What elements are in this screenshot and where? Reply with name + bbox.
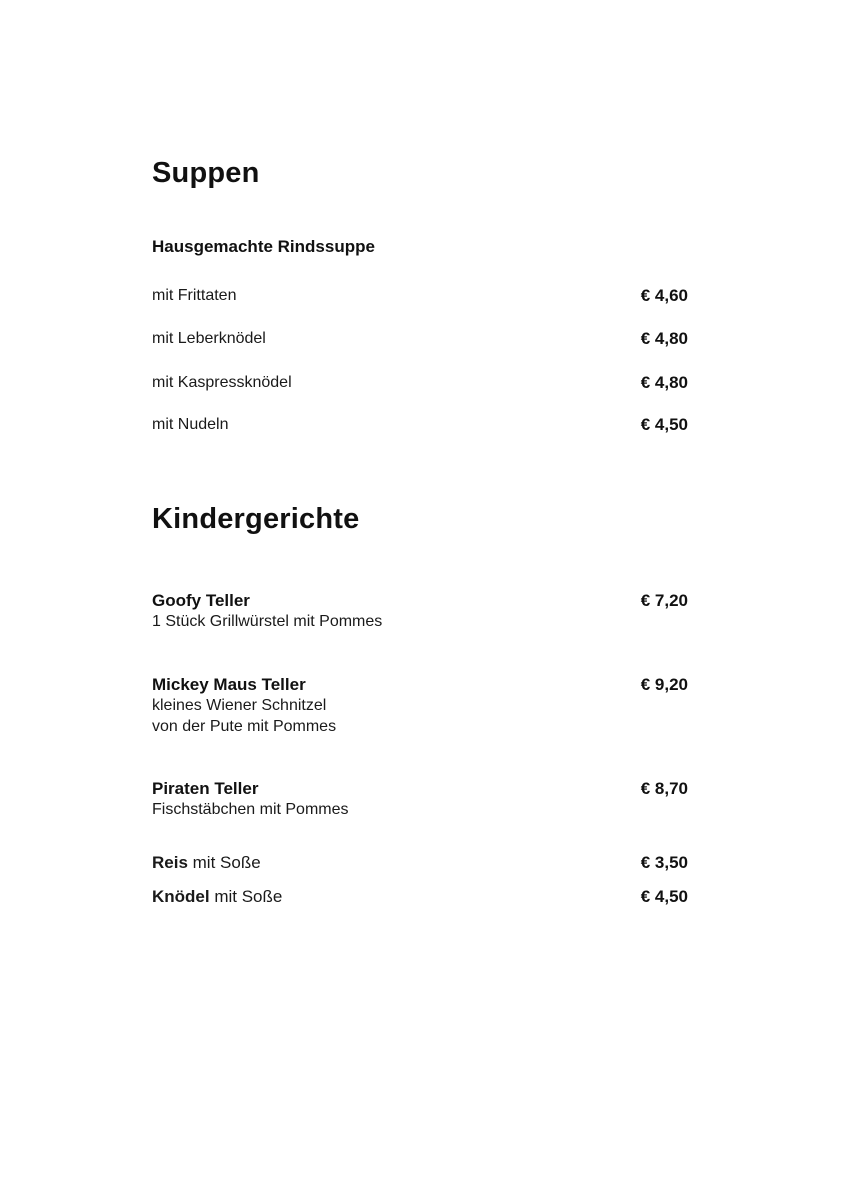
kids-item-price: € 9,20 [640,675,688,694]
soup-item-label: mit Frittaten [152,287,237,304]
side-item [152,887,282,907]
kids-item-price: € 8,70 [640,779,688,798]
side-item-price: € 4,50 [640,887,688,906]
side-item-rest: mit Soße [187,853,261,872]
kids-item-desc: kleines Wiener Schnitzel [152,697,327,714]
side-item [152,853,261,873]
soup-item-price: € 4,80 [640,373,688,392]
subtitle-rindssuppe: Hausgemachte Rindssuppe [152,237,375,256]
side-item-name: Reis [152,853,188,872]
side-item-name: Knödel [152,887,210,906]
kids-item-name: Piraten Teller [152,779,259,798]
section-title-suppen: Suppen [152,157,260,189]
kids-item-desc: 1 Stück Grillwürstel mit Pommes [152,613,383,630]
soup-item-label: mit Leberknödel [152,330,266,347]
soup-item-price: € 4,80 [640,329,688,348]
soup-item-label: mit Kaspressknödel [152,374,292,391]
kids-item-name: Mickey Maus Teller [152,675,306,694]
kids-item-name: Goofy Teller [152,591,250,610]
kids-item-price: € 7,20 [640,591,688,610]
section-title-kindergerichte: Kindergerichte [152,503,360,535]
side-item-price: € 3,50 [640,853,688,872]
soup-item-label: mit Nudeln [152,416,229,433]
soup-item-price: € 4,60 [640,286,688,305]
soup-item-price: € 4,50 [640,415,688,434]
side-item-rest: mit Soße [209,887,283,906]
kids-item-desc: Fischstäbchen mit Pommes [152,801,349,818]
kids-item-desc: von der Pute mit Pommes [152,718,337,735]
